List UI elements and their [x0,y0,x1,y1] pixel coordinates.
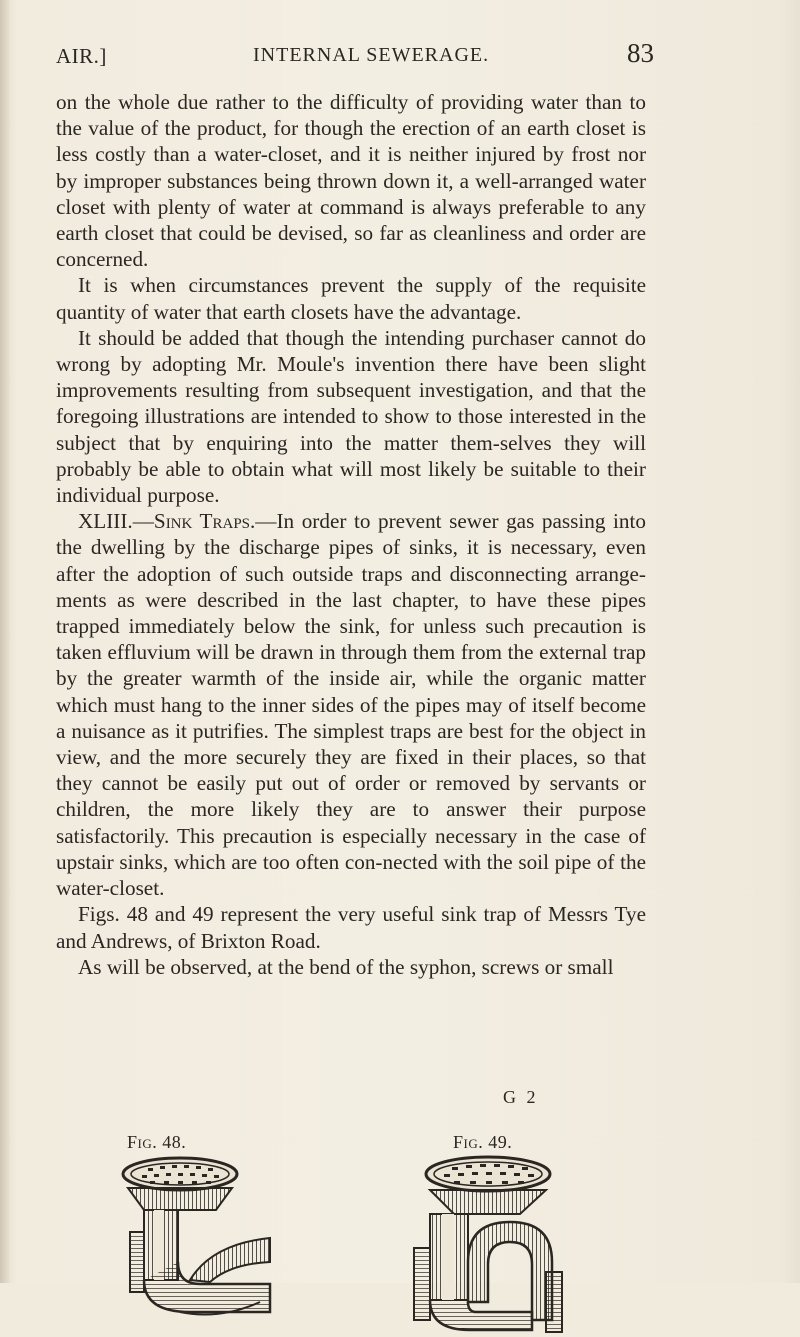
section-paragraph [56,508,646,901]
fig-49-sink-trap-illustration [400,1152,580,1337]
body-text [56,89,646,980]
signature-mark: G 2 [503,1087,539,1107]
fig-48-caption: Fig. 48. [127,1132,187,1152]
header-left: AIR.] [56,44,107,68]
section-number: XLIII. [78,509,133,534]
page-number: 83 [627,38,654,68]
paragraph-last: As will be observed, at the bend of the syphon, screws or small [78,954,614,979]
paragraph-2: It is when circumstances prevent the supply of the requisite quantity of water that earth closets have the advantage. [56,273,646,324]
header-title: INTERNAL SEWERAGE. [253,44,490,66]
running-header [56,40,654,80]
section-title: —Sink Traps. [132,509,256,534]
paragraph-3: It should be added that though the intending purchaser cannot do wrong by adopting Mr. Moule's invention there have been slight improvements resulting from subsequent investigation, and that the foregoing illustrations are intended to show to those interested in the subject that by enquiring into the matter them-selves they will probably be able to obtain what will most likely be suitable to their individual purpose. [56,325,646,508]
paragraph-1: on the whole due rather to the difficulty of providing water than to the value of the product, for though the erection of an earth closet is less costly than a water-closet, and it is neither injured by frost nor by improper substances being thrown down it, a well-arranged water closet with plenty of water at command is always preferable to any earth closet that could be devised, so far as cleanliness and order are concerned. [56,90,646,272]
page-spine-shadow [0,0,10,1283]
section-text: —In order to prevent sewer gas passing into the dwelling by the discharge pipes of sinks, it is necessary, even after the adoption of such outside traps and disconnecting arrange-ments as were described in the last chapter, to have these pipes trapped immediately below the sink, for unless such precaution is taken effluvium will be drawn in through them from the external trap by the greater warmth of the inside air, while the organic matter which must hang to the inner sides of the pipes may of itself become a nuisance as it putrifies. The simplest traps are best for the object in view, and the more securely they are fixed in their places, so that they cannot be easily put out of order or removed by servants or children, the more likely they are to answer their purpose satisfactorily. This precaution is especially necessary in the case of upstair sinks, which are too often con-nected with the soil pipe of the water-closet. [56,509,646,901]
paragraph-figs: Figs. 48 and 49 represent the very useful sink trap of Messrs Tye and Andrews, of Brixton Road. [56,902,646,953]
fig-49-caption: Fig. 49. [453,1132,513,1152]
fig-48-sink-trap-illustration [120,1152,290,1322]
